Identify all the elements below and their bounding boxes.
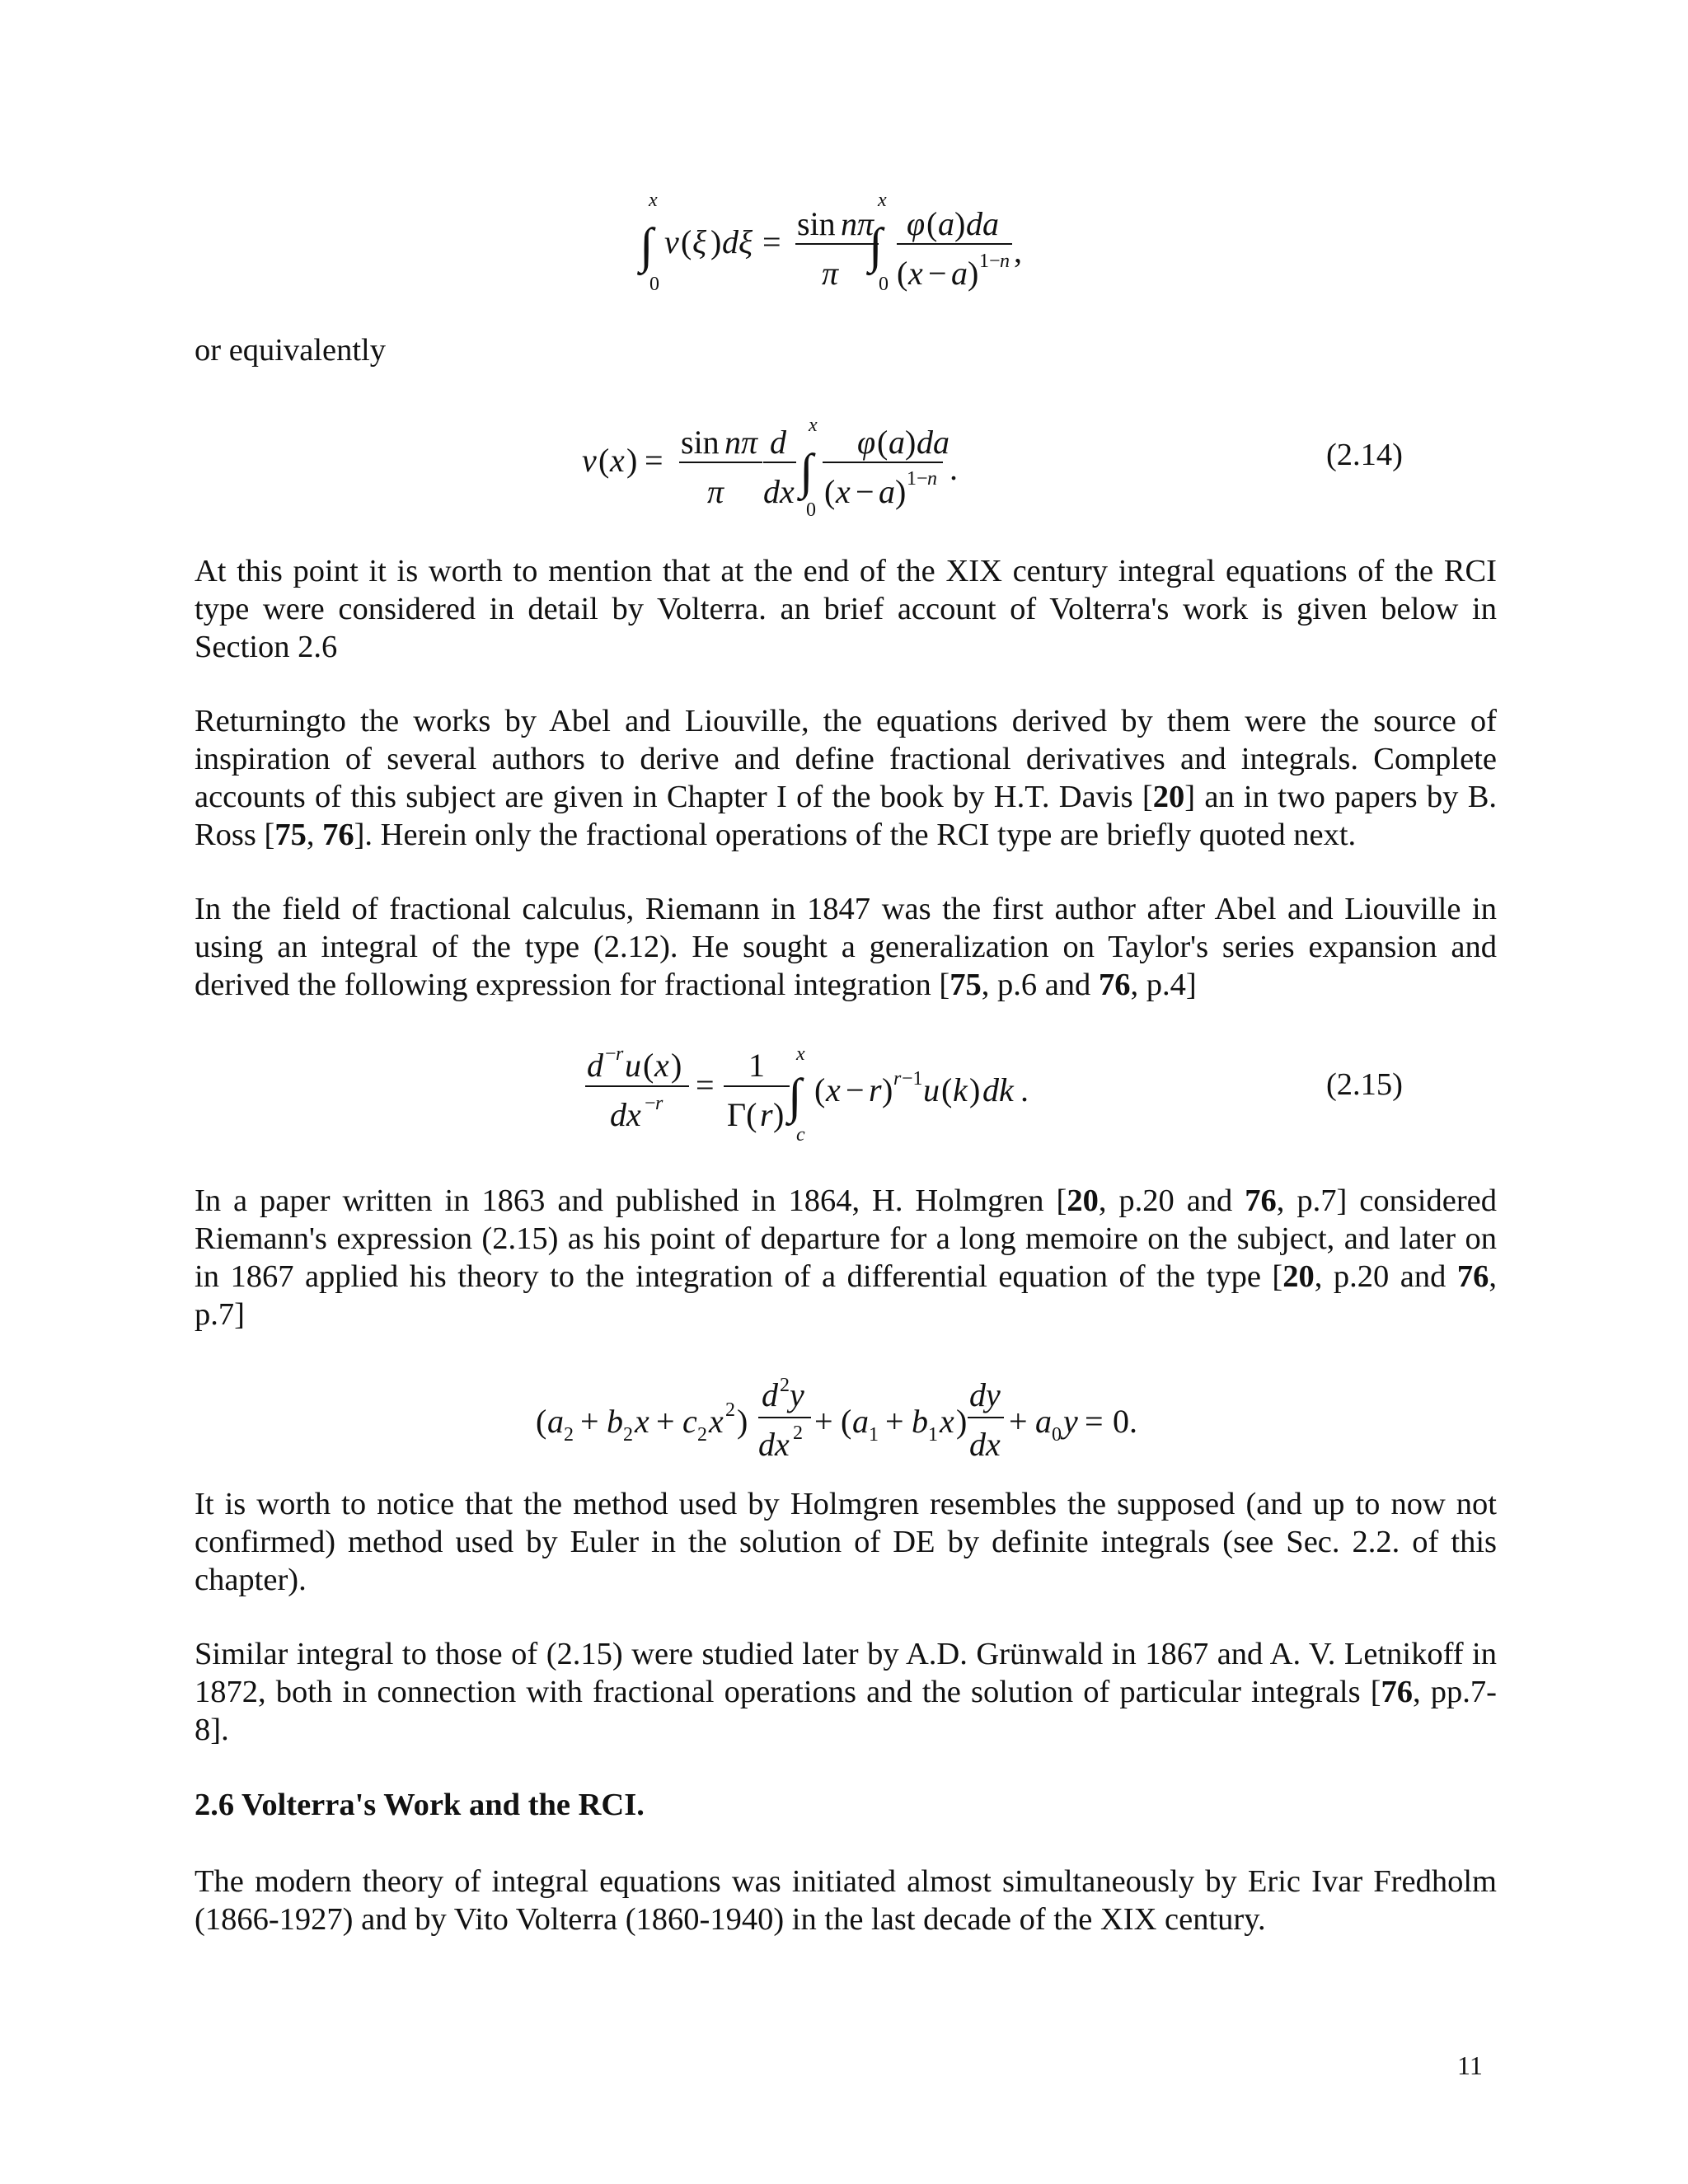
svg-text:+: + bbox=[814, 1403, 833, 1440]
svg-text:a: a bbox=[852, 1403, 869, 1440]
svg-text:(: ( bbox=[598, 442, 610, 479]
svg-text:x: x bbox=[610, 442, 625, 479]
svg-text:Γ(: Γ( bbox=[727, 1096, 757, 1133]
svg-text:d: d bbox=[762, 1376, 778, 1413]
svg-text:nπ: nπ bbox=[724, 424, 758, 461]
citation-ref: 20 bbox=[1282, 1259, 1315, 1294]
svg-text:n: n bbox=[1000, 251, 1010, 272]
svg-text:u: u bbox=[923, 1071, 940, 1108]
svg-text:(: ( bbox=[814, 1071, 826, 1108]
citation-ref: 76 bbox=[1245, 1183, 1277, 1218]
paragraph-integral-equations-history: The modern theory of integral equations was initiated almost simultaneously by Eric Ivar Fredholm (1866-1927) and by Vito Volterra (1860-1940) in the last decade of the XIX century. bbox=[195, 1864, 1497, 1937]
citation-ref: 20 bbox=[1067, 1183, 1099, 1218]
citation-ref: 76 bbox=[322, 818, 354, 852]
svg-text:d: d bbox=[587, 1047, 603, 1084]
svg-text:−: − bbox=[928, 255, 947, 292]
svg-text:r: r bbox=[655, 1093, 663, 1114]
svg-text:): ) bbox=[671, 1047, 682, 1084]
svg-text:φ: φ bbox=[857, 424, 876, 461]
svg-text:(: ( bbox=[877, 424, 889, 461]
svg-text:2: 2 bbox=[564, 1424, 574, 1446]
svg-text:v: v bbox=[582, 442, 597, 479]
svg-text:(: ( bbox=[643, 1047, 654, 1084]
svg-text:−: − bbox=[645, 1093, 656, 1114]
svg-text:1: 1 bbox=[748, 1047, 765, 1084]
svg-text:2: 2 bbox=[780, 1375, 790, 1396]
svg-text:−1: −1 bbox=[902, 1068, 923, 1090]
svg-text:nπ: nπ bbox=[841, 205, 874, 242]
svg-text:sin: sin bbox=[681, 424, 720, 461]
svg-text:ξ: ξ bbox=[692, 223, 707, 260]
svg-text:d: d bbox=[770, 424, 786, 461]
citation-ref: 75 bbox=[950, 968, 982, 1002]
paragraph-abel-liouville: Returningto the works by Abel and Liouville, the equations derived by them were the source of inspiration of several authors to derive and define fractional derivatives and integrals. Complete accounts of this subject are given in Chapter I of the book by H.T. Davis [20] an in two papers by B. Ross [75, 76]. Herein only the fractional operations of the RCI type are briefly quoted next. bbox=[195, 704, 1498, 852]
svg-text:π: π bbox=[822, 255, 839, 292]
svg-text:r: r bbox=[869, 1071, 882, 1108]
equation-number-2-15: (2.15) bbox=[1325, 1067, 1403, 1102]
svg-text:a: a bbox=[889, 424, 905, 461]
svg-text:dy: dy bbox=[969, 1376, 1001, 1413]
svg-text:1−: 1− bbox=[907, 468, 928, 490]
svg-text:(: ( bbox=[824, 473, 836, 510]
equation-2-14 bbox=[582, 415, 958, 521]
svg-text:=: = bbox=[696, 1066, 715, 1104]
svg-text:a: a bbox=[879, 473, 895, 510]
svg-text:,: , bbox=[1014, 232, 1022, 269]
paragraph-riemann: In the field of fractional calculus, Riemann in 1847 was the first author after Abel and Liouville in using an integral of the type (2.12). He sought a generalization on Taylor's series expansion and derived the following expression for fractional integration [75, p.6 and 76, p.4] bbox=[195, 892, 1497, 1002]
svg-text:sin: sin bbox=[797, 205, 836, 242]
svg-text:2: 2 bbox=[697, 1424, 707, 1446]
svg-text:a: a bbox=[547, 1403, 564, 1440]
text-or-equivalently: or equivalently bbox=[195, 333, 386, 368]
svg-text:k: k bbox=[953, 1071, 968, 1108]
page-number: 11 bbox=[1457, 2050, 1483, 2080]
svg-text:y: y bbox=[790, 1376, 804, 1413]
paragraph-volterra-mention: At this point it is worth to mention that at the end of the XIX century integral equations of the RCI type were considered in detail by Volterra. an brief account of Volterra's work is given below in Section 2.6 bbox=[195, 554, 1497, 664]
svg-text:): ) bbox=[626, 442, 638, 479]
svg-text:dx: dx bbox=[610, 1096, 641, 1133]
svg-text:0: 0 bbox=[806, 499, 816, 521]
svg-text:0: 0 bbox=[649, 274, 659, 295]
svg-text:x: x bbox=[826, 1071, 841, 1108]
svg-text:): ) bbox=[968, 255, 979, 292]
svg-text:1−: 1− bbox=[979, 251, 1001, 272]
svg-text:c: c bbox=[796, 1124, 805, 1146]
svg-text:(: ( bbox=[841, 1403, 852, 1440]
svg-text:−: − bbox=[856, 473, 874, 510]
svg-text:φ: φ bbox=[907, 205, 926, 242]
svg-text:): ) bbox=[895, 473, 907, 510]
svg-text:dx: dx bbox=[758, 1426, 790, 1463]
svg-text:+: + bbox=[580, 1403, 599, 1440]
svg-text:): ) bbox=[969, 1071, 981, 1108]
svg-text:+: + bbox=[885, 1403, 904, 1440]
svg-text:x: x bbox=[836, 473, 851, 510]
paragraph-grunwald-letnikoff: Similar integral to those of (2.15) were studied later by A.D. Grünwald in 1867 and A. V. Letnikoff in 1872, both in connection with fractional operations and the solution of particular integrals [76, pp.7-8]. bbox=[195, 1637, 1497, 1747]
svg-text:.: . bbox=[950, 450, 958, 487]
paragraph-euler-method: It is worth to notice that the method used by Holmgren resembles the supposed (and up to now not confirmed) method used by Euler in the solution of DE by definite integrals (see Sec. 2.2. of this chapter). bbox=[195, 1487, 1497, 1597]
svg-text:0: 0 bbox=[879, 274, 889, 295]
svg-text:a: a bbox=[1035, 1403, 1052, 1440]
svg-text:n: n bbox=[927, 468, 937, 490]
paragraph-holmgren: In a paper written in 1863 and published in 1864, H. Holmgren [20, p.20 and 76, p.7] considered Riemann's expression (2.15) as his point of departure for a long memoire on the subject, and later on in 1867 applied his theory to the integration of a differential equation of the type [20, p.20 and 76, p.7] bbox=[195, 1183, 1498, 1332]
svg-text:): ) bbox=[710, 223, 722, 260]
svg-text:r: r bbox=[616, 1043, 624, 1065]
citation-ref: 20 bbox=[1152, 780, 1185, 814]
svg-text:∫: ∫ bbox=[869, 218, 883, 273]
svg-text:c: c bbox=[682, 1403, 697, 1440]
section-heading: 2.6 Volterra's Work and the RCI. bbox=[195, 1788, 645, 1822]
svg-text:): ) bbox=[954, 205, 966, 242]
svg-text:0.: 0. bbox=[1113, 1403, 1137, 1440]
svg-text:v: v bbox=[664, 223, 679, 260]
svg-text:∫: ∫ bbox=[788, 1069, 802, 1123]
svg-text:a: a bbox=[938, 205, 954, 242]
svg-text:): ) bbox=[956, 1403, 968, 1440]
svg-text:): ) bbox=[882, 1071, 893, 1108]
svg-text:dx: dx bbox=[969, 1426, 1001, 1463]
svg-text:2: 2 bbox=[793, 1422, 803, 1444]
svg-text:−: − bbox=[605, 1043, 617, 1065]
svg-text:+: + bbox=[656, 1403, 675, 1440]
svg-text:π: π bbox=[707, 473, 724, 510]
svg-text:0: 0 bbox=[1052, 1424, 1062, 1446]
svg-text:r: r bbox=[760, 1096, 773, 1133]
citation-ref: 76 bbox=[1381, 1675, 1414, 1709]
svg-text:∫: ∫ bbox=[799, 444, 814, 499]
svg-text:da: da bbox=[966, 205, 999, 242]
svg-text:=: = bbox=[645, 442, 663, 479]
svg-text:x: x bbox=[796, 1043, 805, 1065]
svg-text:−: − bbox=[846, 1071, 865, 1108]
svg-text:x: x bbox=[878, 190, 887, 211]
svg-text:dξ: dξ bbox=[722, 223, 753, 260]
svg-text:x: x bbox=[635, 1403, 649, 1440]
svg-text:=: = bbox=[762, 223, 781, 260]
svg-text:1: 1 bbox=[928, 1424, 938, 1446]
svg-text:(: ( bbox=[897, 255, 908, 292]
svg-text:2: 2 bbox=[725, 1399, 735, 1421]
citation-ref: 76 bbox=[1098, 968, 1131, 1002]
equation-2-15 bbox=[585, 1043, 1029, 1146]
svg-text:x: x bbox=[908, 255, 923, 292]
svg-text:(: ( bbox=[941, 1071, 953, 1108]
svg-text:(: ( bbox=[681, 223, 692, 260]
svg-text:=: = bbox=[1085, 1403, 1104, 1440]
svg-text:): ) bbox=[905, 424, 917, 461]
svg-text:x: x bbox=[809, 415, 818, 436]
svg-text:b: b bbox=[912, 1403, 928, 1440]
svg-text:a: a bbox=[951, 255, 968, 292]
svg-text:da: da bbox=[917, 424, 950, 461]
equation-integral-v bbox=[637, 190, 1022, 295]
svg-text:dx: dx bbox=[763, 473, 795, 510]
svg-text:y: y bbox=[1063, 1403, 1078, 1440]
svg-text:b: b bbox=[607, 1403, 623, 1440]
svg-text:x: x bbox=[709, 1403, 724, 1440]
svg-text:x: x bbox=[654, 1047, 669, 1084]
citation-ref: 75 bbox=[274, 818, 307, 852]
svg-text:x: x bbox=[940, 1403, 954, 1440]
equation-holmgren bbox=[536, 1375, 1137, 1463]
svg-text:1: 1 bbox=[869, 1424, 879, 1446]
svg-text:): ) bbox=[773, 1096, 785, 1133]
svg-text:r: r bbox=[893, 1068, 902, 1090]
svg-text:∫: ∫ bbox=[640, 218, 654, 273]
svg-text:+: + bbox=[1009, 1403, 1028, 1440]
svg-text:x: x bbox=[649, 190, 658, 211]
svg-text:dk: dk bbox=[982, 1071, 1014, 1108]
equation-number-2-14: (2.14) bbox=[1325, 438, 1403, 472]
svg-text:.: . bbox=[1020, 1071, 1029, 1108]
svg-text:): ) bbox=[737, 1403, 748, 1440]
svg-text:u: u bbox=[625, 1047, 641, 1084]
svg-text:2: 2 bbox=[623, 1424, 633, 1446]
svg-text:(: ( bbox=[536, 1403, 547, 1440]
svg-text:(: ( bbox=[926, 205, 938, 242]
citation-ref: 76 bbox=[1456, 1259, 1489, 1294]
